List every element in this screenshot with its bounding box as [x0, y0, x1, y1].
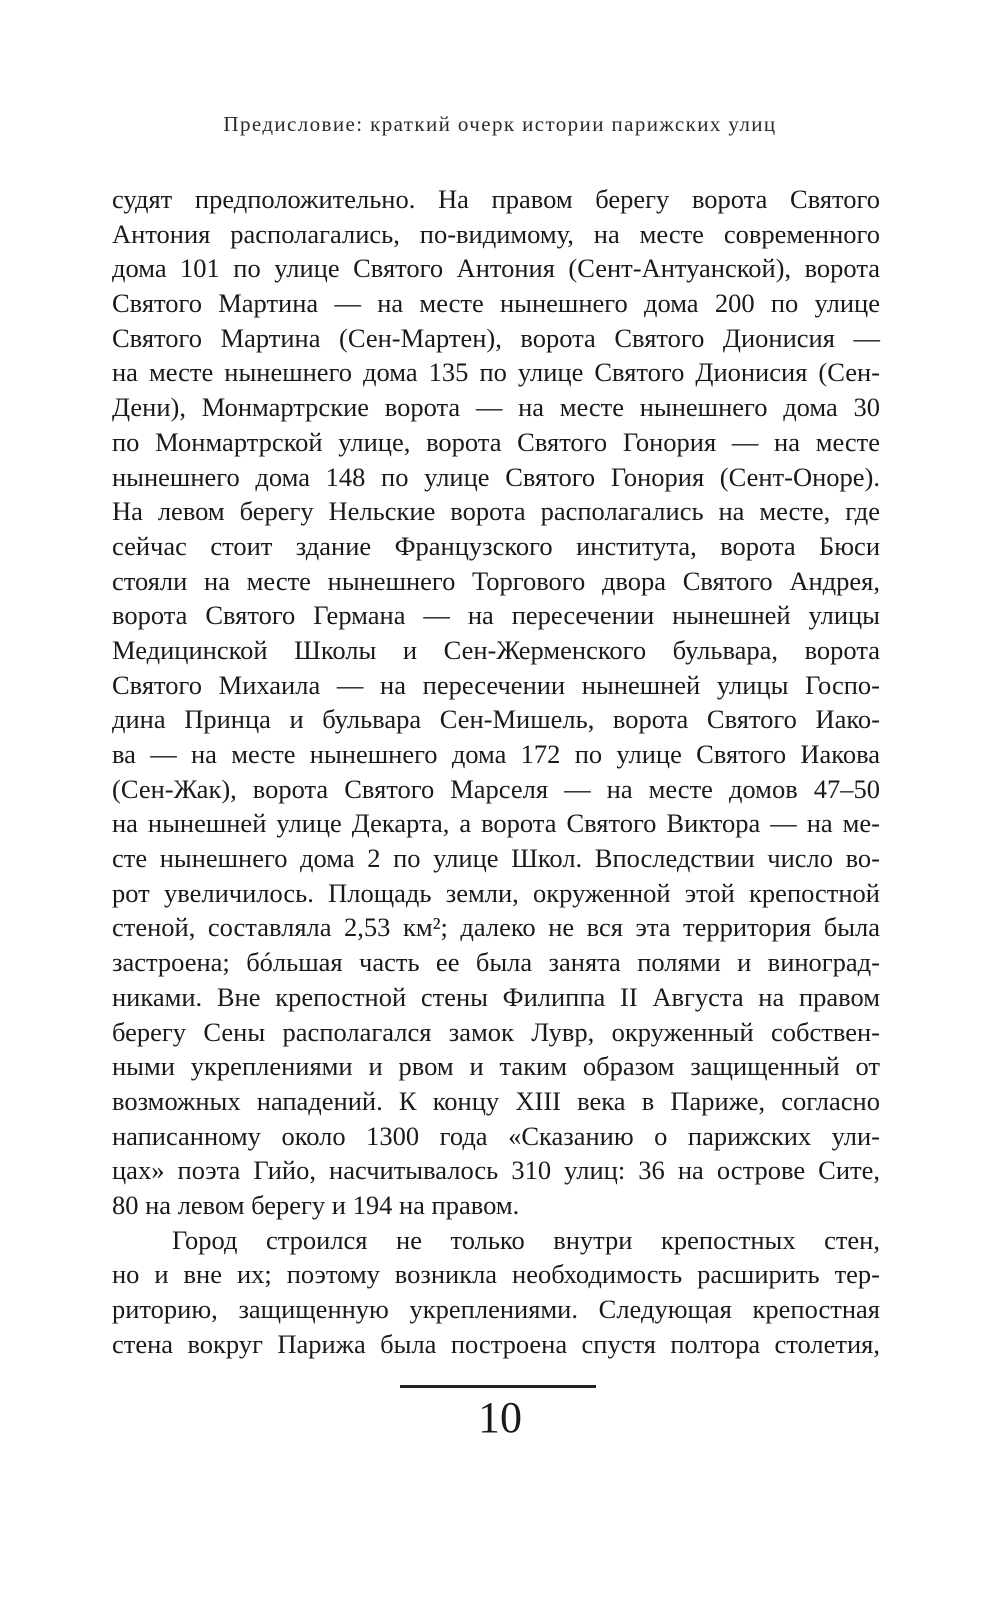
text-line: На левом берегу Нельские ворота располагались на месте, где	[112, 496, 880, 527]
text-line: стена вокруг Парижа была построена спустя полтора столетия,	[112, 1328, 880, 1359]
text-line: цах» поэта Гийо, насчитывалось 310 улиц: 36 на острове Сите,	[112, 1155, 880, 1186]
running-head: Предисловие: краткий очерк истории парижских улиц	[223, 112, 777, 136]
text-line: берегу Сены располагался замок Лувр, окруженный собствен-	[112, 1016, 880, 1047]
text-line: сте нынешнего дома 2 по улице Школ. Впоследствии число во-	[112, 843, 880, 874]
folio-rule	[400, 1385, 596, 1388]
text-line: Антония располагались, по-видимому, на месте современного	[112, 218, 880, 249]
text-line: ворота Святого Германа — на пересечении нынешней улицы	[112, 600, 880, 631]
text-line: дома 101 по улице Святого Антония (Сент-Антуанской), ворота	[112, 253, 880, 284]
page-number: 10	[478, 1393, 522, 1442]
text-line: застроена; бóльшая часть ее была занята полями и виноград-	[112, 947, 880, 978]
text-line: на нынешней улице Декарта, а ворота Святого Виктора — на ме-	[112, 808, 880, 839]
body-text	[112, 182, 880, 1361]
text-line: ными укреплениями и рвом и таким образом защищенный от	[112, 1051, 880, 1082]
text-line: Святого Мартина — на месте нынешнего дома 200 по улице	[112, 288, 880, 319]
text-line: нынешнего дома 148 по улице Святого Гонория (Сент-Оноре).	[112, 461, 880, 492]
text-line: стояли на месте нынешнего Торгового двора Святого Андрея,	[112, 565, 880, 596]
text-line: написанному около 1300 года «Сказанию о парижских ули-	[112, 1120, 880, 1151]
text-line: сейчас стоит здание Французского института, ворота Бюси	[112, 530, 880, 561]
text-line: риторию, защищенную укреплениями. Следующая крепостная	[112, 1294, 880, 1324]
text-line: дина Принца и бульвара Сен-Мишель, ворота Святого Иако-	[112, 704, 880, 735]
text-line: судят предположительно. На правом берегу ворота Святого	[112, 184, 880, 214]
text-line: Медицинской Школы и Сен-Жерменского бульвара, ворота	[112, 634, 880, 665]
text-line: Святого Михаила — на пересечении нынешней улицы Госпо-	[112, 669, 880, 700]
text-line: Святого Мартина (Сен-Мартен), ворота Святого Дионисия —	[112, 322, 880, 353]
text-line: 80 на левом берегу и 194 на правом.	[112, 1189, 520, 1220]
text-line: по Монмартрской улице, ворота Святого Гонория — на месте	[112, 426, 880, 457]
text-line: но и вне их; поэтому возникла необходимость расширить тер-	[112, 1259, 880, 1290]
text-line: (Сен-Жак), ворота Святого Марселя — на месте домов 47–50	[112, 773, 880, 804]
text-line: стеной, составляла 2,53 км²; далеко не вся эта территория была	[112, 912, 880, 943]
text-line: никами. Вне крепостной стены Филиппа II Августа на правом	[112, 981, 880, 1012]
text-line: возможных нападений. К концу XIII века в Париже, согласно	[112, 1085, 880, 1116]
text-line: Город строился не только внутри крепостных стен,	[172, 1224, 880, 1255]
text-line: Дени), Монмартрские ворота — на месте нынешнего дома 30	[112, 392, 880, 423]
text-line: ва — на месте нынешнего дома 172 по улице Святого Иакова	[112, 739, 880, 769]
text-line: на месте нынешнего дома 135 по улице Святого Дионисия (Сен-	[112, 357, 880, 388]
text-line: рот увеличилось. Площадь земли, окруженной этой крепостной	[112, 877, 880, 908]
